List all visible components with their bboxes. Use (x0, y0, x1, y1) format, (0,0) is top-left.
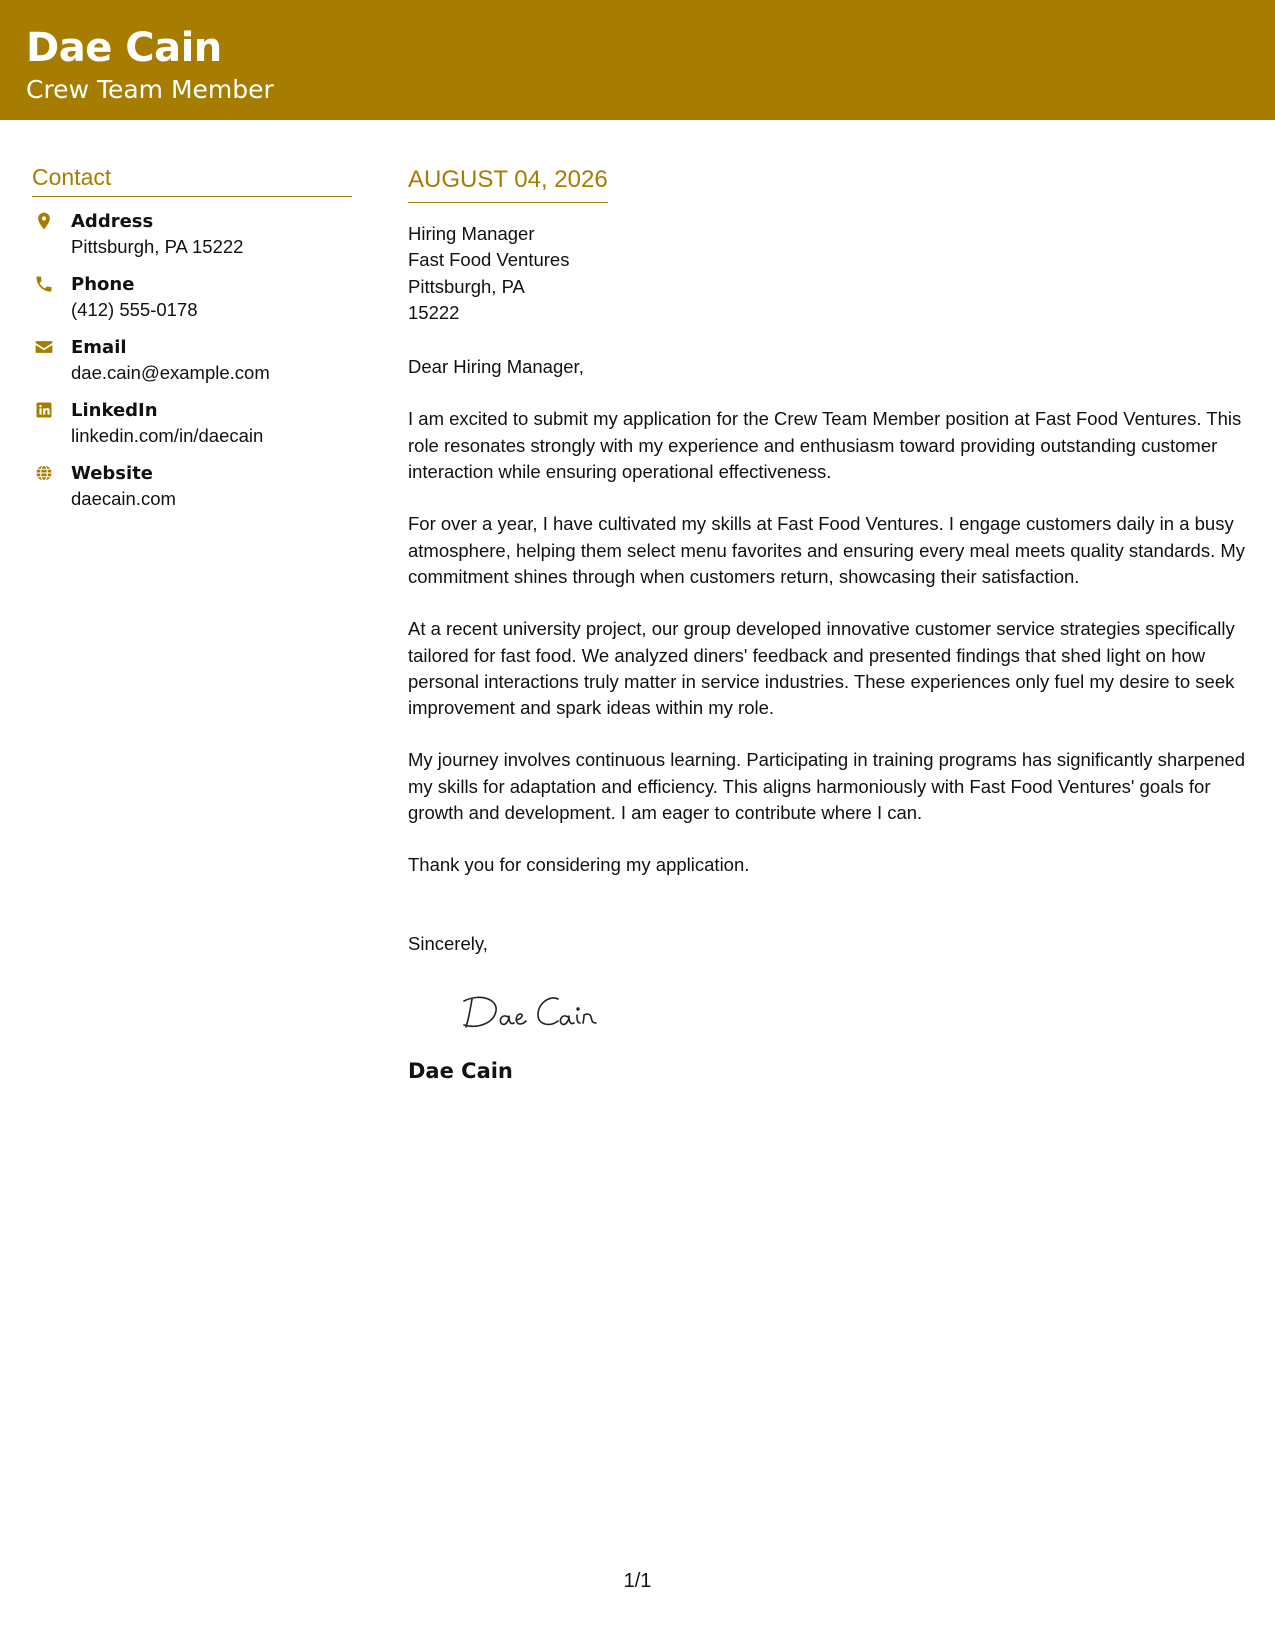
letter-paragraph: For over a year, I have cultivated my skills at Fast Food Ventures. I engage customers daily in a busy atmosphere, helping them select menu favorites and ensuring every meal meets quality standards. My commitment shines through when customers return, showcasing their satisfaction. (408, 513, 1246, 587)
address-label: Address (71, 211, 154, 232)
contact-section-title: Contact (32, 162, 352, 197)
applicant-name: Dae Cain (26, 25, 222, 71)
recipient-line: Fast Food Ventures (408, 249, 570, 271)
email-label: Email (71, 337, 127, 358)
closing: Sincerely, (408, 932, 488, 954)
phone-value: (412) 555-0178 (71, 299, 198, 320)
contact-item-phone (32, 272, 352, 335)
signer-name: Dae Cain (408, 1058, 513, 1083)
recipient-line: Hiring Manager (408, 223, 535, 244)
phone-label: Phone (71, 274, 135, 295)
header-banner (0, 0, 1275, 120)
linkedin-label: LinkedIn (71, 400, 158, 421)
contact-item-email (32, 335, 352, 398)
applicant-role: Crew Team Member (26, 75, 274, 104)
address-value: Pittsburgh, PA 15222 (71, 236, 244, 257)
letter-paragraph: I am excited to submit my application for the Crew Team Member position at Fast Food Ventures. This role resonates strongly with my experience and enthusiasm toward providing outstanding customer interaction while ensuring operational effectiveness. (408, 408, 1242, 483)
contact-item-linkedin (32, 398, 352, 461)
linkedin-icon (34, 400, 54, 420)
contact-list (32, 209, 352, 524)
website-label: Website (71, 463, 154, 484)
globe-icon (34, 463, 54, 483)
contact-item-website (32, 461, 352, 524)
letter-paragraph: Thank you for considering my application. (408, 854, 750, 876)
contact-item-address (32, 209, 352, 272)
letter-paragraph: At a recent university project, our group developed innovative customer service strategies specifically tailored for fast food. We analyzed diners' feedback and presented findings that shed light on how personal interactions truly matter in service industries. These experiences only fuel my desire to seek improvement and spark ideas within my role. (408, 618, 1235, 719)
linkedin-value: linkedin.com/in/daecain (71, 425, 264, 446)
email-value: dae.cain@example.com (71, 362, 270, 383)
map-pin-icon (34, 211, 54, 231)
page-number: 1/1 (623, 1570, 652, 1592)
envelope-icon (34, 337, 54, 357)
letter-paragraph: My journey involves continuous learning. Participating in training programs has significantly sharpened my skills for adaptation and efficiency. This aligns harmoniously with Fast Food Ventures' goals for growth and development. I am eager to contribute where I can. (408, 749, 1246, 824)
contact-sidebar (32, 162, 352, 524)
recipient-block (408, 221, 1248, 326)
handwritten-signature (462, 987, 622, 1037)
letter-date: AUGUST 04, 2026 (408, 164, 608, 203)
recipient-line: 15222 (408, 301, 460, 323)
recipient-line: Pittsburgh, PA (408, 275, 525, 297)
salutation: Dear Hiring Manager, (408, 356, 584, 378)
phone-icon (34, 274, 54, 294)
website-value: daecain.com (71, 488, 176, 509)
letter-body (408, 164, 1248, 1085)
